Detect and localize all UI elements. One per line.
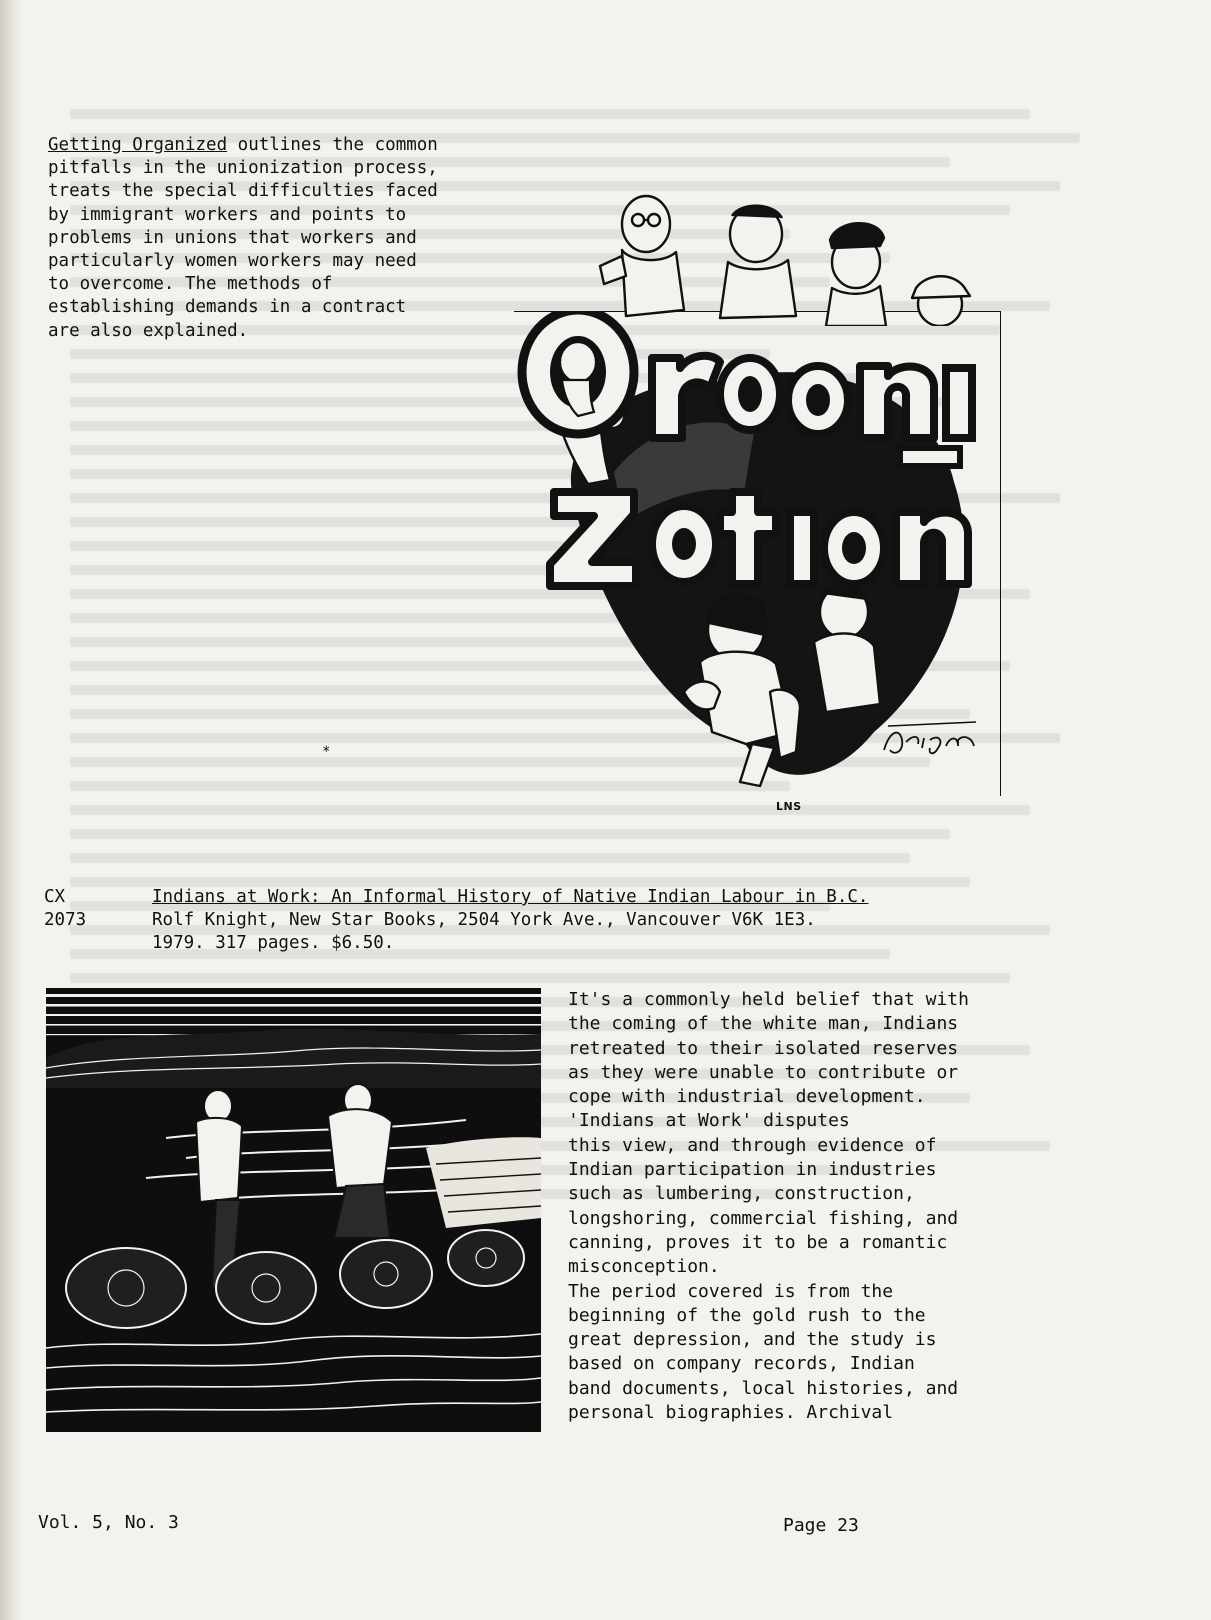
illustration-credit: LNS <box>776 800 802 813</box>
stray-mark: * <box>322 744 331 760</box>
issue-number: Vol. 5, No. 3 <box>38 1512 179 1533</box>
worker-figures-top <box>560 176 1000 326</box>
book-title: Indians at Work: An Informal History of Native Indian Labour in B.C. <box>152 887 869 907</box>
page-binding-edge <box>0 0 22 1620</box>
catalog-citation <box>152 886 1032 956</box>
page-number: Page 23 <box>783 1515 859 1536</box>
intro-body: outlines the common pitfalls in the unionization process, treats the special difficulties faced by immigrant workers and points to problems in unions that workers and particularly women workers may need to overcome. The methods of establishing demands in a contract are also explained. <box>48 135 438 341</box>
review-paragraph: The period covered is from the beginning of the gold rush to the great depression, and the study is based on company records, Indian band documents, local histories, and personal biographies. Archival <box>568 1280 959 1424</box>
review-text <box>568 988 1008 1425</box>
woodcut-illustration <box>46 988 541 1432</box>
artist-signature <box>880 720 980 760</box>
review-paragraph: It's a commonly held belief that with the coming of the white man, Indians retreated to their isolated reserves as they were unable to contribute or cope with industrial development. <box>568 989 969 1108</box>
intro-title: Getting Organized <box>48 135 228 155</box>
catalog-code: CX 2073 <box>44 887 87 931</box>
book-publisher: Rolf Knight, New Star Books, 2504 York Ave., Vancouver V6K 1E3. <box>152 910 816 931</box>
book-details: 1979. 317 pages. $6.50. <box>152 933 395 954</box>
review-paragraph: 'Indians at Work' disputes this view, and through evidence of Indian participation in industries such as lumbering, construction, longshoring, commercial fishing, and canning, proves it to be a romantic misconception. <box>568 1110 959 1278</box>
intro-paragraph <box>48 134 518 343</box>
